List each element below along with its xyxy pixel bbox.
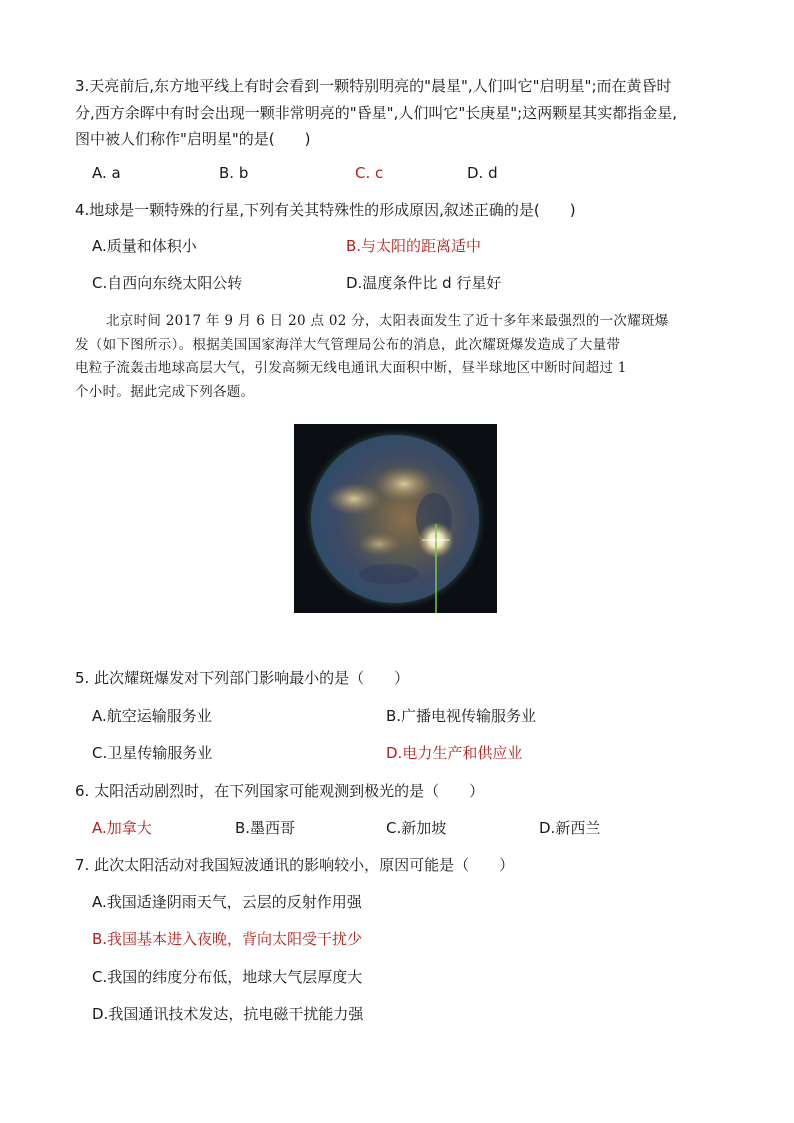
- q3-option-a: A. a: [92, 164, 121, 182]
- q6-stem: 6. 太阳活动剧烈时，在下列国家可能观测到极光的是（ ）: [75, 782, 485, 800]
- q5-option-a: A.航空运输服务业: [92, 707, 212, 725]
- passage-line-3: 电粒子流轰击地球高层大气，引发高频无线电通讯大面积中断，昼半球地区中断时间超过 1: [75, 360, 627, 376]
- q3-stem-line-2: 分,西方余晖中有时会出现一颗非常明亮的"昏星",人们叫它"长庚星";这两颗星其实都指金星,: [75, 104, 677, 122]
- q3-option-b: B. b: [219, 164, 249, 182]
- q4-stem: 4.地球是一颗特殊的行星,下列有关其特殊性的形成原因,叙述正确的是( ): [75, 201, 576, 219]
- q6-option-b: B.墨西哥: [235, 819, 296, 837]
- q4-option-a: A.质量和体积小: [92, 237, 197, 255]
- passage-line-2: 发（如下图所示）。根据美国国家海洋大气管理局公布的消息，此次耀斑爆发造成了大量带: [75, 337, 621, 353]
- passage-line-4: 个小时。据此完成下列各题。: [75, 384, 255, 400]
- q4-option-c: C.自西向东绕太阳公转: [92, 274, 243, 292]
- sun-illustration: [294, 424, 497, 613]
- q4-option-d: D.温度条件比 d 行星好: [346, 274, 502, 292]
- q3-stem-line-1: 3.天亮前后,东方地平线上有时会看到一颗特别明亮的"晨星",人们叫它"启明星";而在黄昏时: [75, 77, 672, 95]
- q3-stem-line-3: 图中被人们称作"启明星"的是( ): [75, 130, 311, 148]
- q5-option-d-answer: D.电力生产和供应业: [386, 744, 523, 762]
- q6-option-d: D.新西兰: [539, 819, 601, 837]
- q6-option-c: C.新加坡: [386, 819, 447, 837]
- q4-option-b-answer: B.与太阳的距离适中: [346, 237, 482, 255]
- q7-option-b-answer: B.我国基本进入夜晚，背向太阳受干扰少: [92, 930, 363, 948]
- q7-stem: 7. 此次太阳活动对我国短波通讯的影响较小，原因可能是（ ）: [75, 856, 515, 874]
- q7-option-d: D.我国通讯技术发达，抗电磁干扰能力强: [92, 1005, 364, 1023]
- passage-line-1: 北京时间 2017 年 9 月 6 日 20 点 02 分，太阳表面发生了近十多年来最强烈的一次耀斑爆: [106, 313, 669, 329]
- q6-option-a-answer: A.加拿大: [92, 819, 152, 837]
- q3-option-d: D. d: [467, 164, 498, 182]
- q5-option-c: C.卫星传输服务业: [92, 744, 213, 762]
- q7-option-a: A.我国适逢阴雨天气，云层的反射作用强: [92, 893, 362, 911]
- q5-stem: 5. 此次耀斑爆发对下列部门影响最小的是（ ）: [75, 669, 410, 687]
- q7-option-c: C.我国的纬度分布低，地球大气层厚度大: [92, 968, 363, 986]
- q5-option-b: B.广播电视传输服务业: [386, 707, 537, 725]
- q3-option-c-answer: C. c: [355, 164, 384, 182]
- solar-flare-image: [294, 424, 497, 613]
